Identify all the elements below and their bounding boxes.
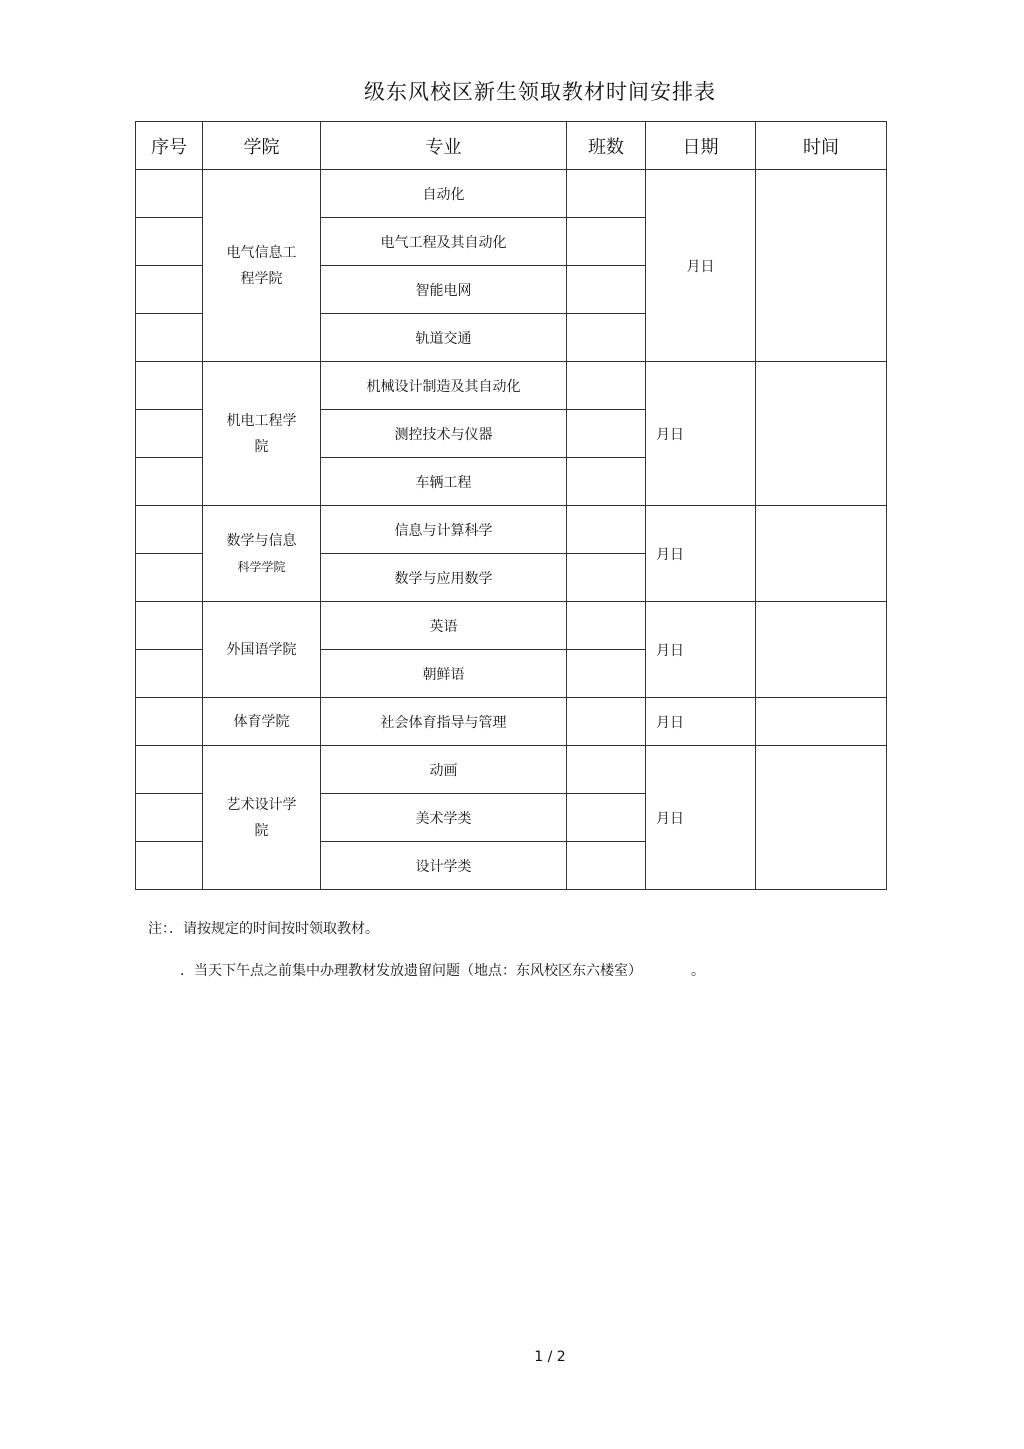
header-major: 专业 [321, 122, 567, 170]
index-cell [136, 314, 203, 362]
college-name-line-1: 艺术设计学 [226, 796, 297, 813]
college-name-line-2: 院 [254, 438, 269, 455]
class-count-cell [567, 554, 646, 602]
table-row [136, 746, 887, 794]
header-time: 时间 [756, 122, 887, 170]
index-cell [136, 362, 203, 410]
time-cell [756, 746, 887, 890]
college-name-line-2: 科学学院 [237, 559, 286, 574]
major-cell: 测控技术与仪器 [321, 410, 567, 458]
major-cell: 英语 [321, 602, 567, 650]
index-cell [136, 218, 203, 266]
table-row [136, 506, 887, 554]
index-cell [136, 842, 203, 890]
college-cell [203, 170, 321, 362]
header-college: 学院 [203, 122, 321, 170]
time-cell [756, 602, 887, 698]
index-cell [136, 506, 203, 554]
major-cell: 设计学类 [321, 842, 567, 890]
note-line-1: 注：．请按规定的时间按时领取教材。 [148, 921, 379, 937]
college-name-line-2: 院 [254, 822, 269, 839]
time-cell [756, 170, 887, 362]
class-count-cell [567, 698, 646, 746]
date-cell: 月日 [646, 698, 756, 746]
header-date: 日期 [646, 122, 756, 170]
index-cell [136, 602, 203, 650]
table-row [136, 698, 887, 746]
major-cell: 信息与计算科学 [321, 506, 567, 554]
time-cell [756, 506, 887, 602]
index-cell [136, 650, 203, 698]
table-row [136, 602, 887, 650]
class-count-cell [567, 506, 646, 554]
index-cell [136, 458, 203, 506]
college-name-line-2: 程学院 [240, 270, 283, 287]
major-cell: 朝鲜语 [321, 650, 567, 698]
table-row [136, 170, 887, 218]
header-index: 序号 [136, 122, 203, 170]
class-count-cell [567, 362, 646, 410]
header-class-count: 班数 [567, 122, 646, 170]
index-cell [136, 266, 203, 314]
table-header-row [136, 122, 887, 170]
note-line-2: ．当天下午点之前集中办理教材发放遗留问题（地点：东风校区东六楼室） 。 [180, 963, 705, 979]
college-cell [203, 698, 321, 746]
major-cell: 自动化 [321, 170, 567, 218]
class-count-cell [567, 314, 646, 362]
index-cell [136, 698, 203, 746]
major-cell: 电气工程及其自动化 [321, 218, 567, 266]
college-cell [203, 602, 321, 698]
class-count-cell [567, 842, 646, 890]
college-name-line-1: 机电工程学 [226, 412, 297, 429]
class-count-cell [567, 794, 646, 842]
major-cell: 车辆工程 [321, 458, 567, 506]
schedule-table [135, 121, 887, 890]
major-cell: 美术学类 [321, 794, 567, 842]
page-title: 级东风校区新生领取教材时间安排表 [364, 80, 716, 104]
college-cell [203, 746, 321, 890]
class-count-cell [567, 410, 646, 458]
college-cell [203, 506, 321, 602]
major-cell: 机械设计制造及其自动化 [321, 362, 567, 410]
time-cell [756, 362, 887, 506]
major-cell: 数学与应用数学 [321, 554, 567, 602]
major-cell: 社会体育指导与管理 [321, 698, 567, 746]
index-cell [136, 746, 203, 794]
time-cell [756, 698, 887, 746]
index-cell [136, 410, 203, 458]
class-count-cell [567, 746, 646, 794]
date-cell: 月日 [646, 170, 756, 362]
date-cell: 月日 [646, 506, 756, 602]
index-cell [136, 794, 203, 842]
class-count-cell [567, 170, 646, 218]
date-cell: 月日 [646, 362, 756, 506]
class-count-cell [567, 602, 646, 650]
college-name-line-1: 电气信息工 [226, 244, 297, 261]
class-count-cell [567, 458, 646, 506]
index-cell [136, 170, 203, 218]
table-row [136, 362, 887, 410]
class-count-cell [567, 218, 646, 266]
college-name-line-1: 外国语学院 [226, 641, 297, 658]
major-cell: 轨道交通 [321, 314, 567, 362]
major-cell: 动画 [321, 746, 567, 794]
class-count-cell [567, 650, 646, 698]
date-cell: 月日 [646, 602, 756, 698]
college-cell [203, 362, 321, 506]
index-cell [136, 554, 203, 602]
table-body [136, 170, 887, 890]
page-number: 1 / 2 [534, 1349, 566, 1365]
college-name-line-1: 数学与信息 [226, 532, 297, 549]
class-count-cell [567, 266, 646, 314]
college-name-line-1: 体育学院 [233, 713, 290, 730]
date-cell: 月日 [646, 746, 756, 890]
major-cell: 智能电网 [321, 266, 567, 314]
